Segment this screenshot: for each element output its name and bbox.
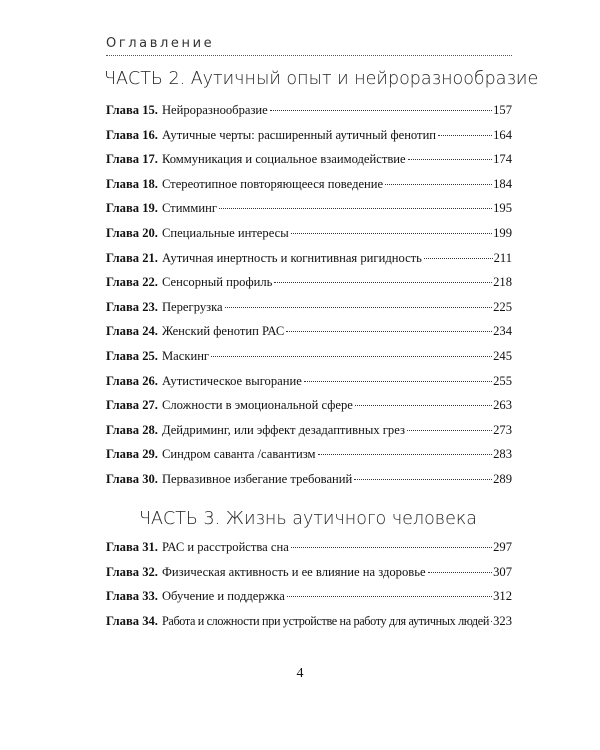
toc-entry[interactable] [106, 374, 512, 399]
dot-leader [225, 307, 492, 308]
toc-entry[interactable] [106, 251, 512, 276]
dot-leader [355, 405, 492, 406]
chapter-page-number: 263 [493, 398, 512, 413]
dot-leader [270, 110, 492, 111]
toc-entry[interactable] [106, 324, 512, 349]
chapter-page-number: 307 [493, 564, 512, 579]
dot-leader [274, 282, 492, 283]
chapter-label: Глава 24. [106, 324, 158, 339]
chapter-page-number: 174 [493, 152, 512, 167]
toc-entry[interactable] [106, 447, 512, 472]
dot-leader [408, 159, 493, 160]
toc-entry[interactable] [106, 226, 512, 251]
toc-entry[interactable] [106, 565, 512, 590]
chapter-title: Аутистическое выгорание [161, 373, 302, 388]
chapter-title: Обучение и поддержка [161, 589, 285, 603]
chapter-page-number: 312 [493, 589, 512, 603]
dot-leader [219, 208, 492, 209]
chapter-title: Аутичная инертность и когнитивная ригидность [161, 250, 422, 265]
chapter-page-number: 211 [493, 250, 512, 265]
chapter-label: Глава 29. [106, 447, 158, 462]
part-2-title: ЧАСТЬ 2. Аутичный опыт и нейроразнообразие [104, 69, 539, 89]
dot-leader [354, 479, 492, 480]
running-head: Оглавление [106, 36, 215, 51]
dot-leader [385, 184, 492, 185]
chapter-page-number: 195 [493, 201, 512, 216]
chapter-label: Глава 33. [106, 589, 158, 603]
chapter-page-number: 289 [493, 471, 512, 486]
chapter-title: РАС и расстройства сна [161, 540, 289, 554]
running-head-rule [106, 55, 512, 56]
chapter-title: Специальные интересы [161, 225, 289, 240]
chapter-label: Глава 18. [106, 176, 158, 191]
toc-entry[interactable] [106, 423, 512, 448]
dot-leader [286, 331, 492, 332]
chapter-page-number: 234 [493, 324, 512, 339]
chapter-label: Глава 20. [106, 225, 158, 240]
chapter-label: Глава 16. [106, 127, 158, 142]
chapter-page-number: 255 [493, 373, 512, 388]
chapter-label: Глава 34. [106, 613, 158, 628]
chapter-title: Маскинг [161, 348, 210, 363]
chapter-label: Глава 21. [106, 250, 158, 265]
dot-leader [407, 430, 492, 431]
chapter-title: Работа и сложности при устройстве на работу для аутичных людей [161, 613, 490, 628]
chapter-page-number: 225 [493, 299, 512, 314]
chapter-page-number: 184 [493, 176, 512, 191]
chapter-label: Глава 32. [106, 564, 158, 579]
chapter-label: Глава 31. [106, 540, 158, 554]
chapter-page-number: 283 [493, 447, 512, 462]
part-3-title: ЧАСТЬ 3. Жизнь аутичного человека [139, 509, 477, 529]
dot-leader [291, 547, 492, 548]
toc-entry[interactable] [106, 275, 512, 300]
chapter-title: Первазивное избегание требований [161, 471, 353, 486]
chapter-title: Аутичные черты: расширенный аутичный фенотип [161, 127, 437, 142]
toc-entry[interactable] [106, 472, 512, 497]
chapter-label: Глава 30. [106, 471, 158, 486]
chapter-title: Коммуникация и социальное взаимодействие [161, 152, 406, 167]
chapter-title: Перегрузка [161, 299, 223, 314]
chapter-page-number: 218 [493, 275, 512, 290]
dot-leader [318, 454, 493, 455]
toc-entry[interactable] [106, 201, 512, 226]
chapter-page-number: 164 [493, 127, 512, 142]
part-2-chapter-list [106, 103, 512, 497]
dot-leader [211, 356, 492, 357]
dot-leader [491, 621, 492, 622]
dot-leader [428, 572, 493, 573]
chapter-label: Глава 23. [106, 299, 158, 314]
toc-entry[interactable] [106, 152, 512, 177]
toc-entry[interactable] [106, 103, 512, 128]
toc-entry[interactable] [106, 128, 512, 153]
chapter-label: Глава 27. [106, 398, 158, 413]
dot-leader [287, 596, 492, 597]
chapter-page-number: 273 [493, 422, 512, 437]
dot-leader [438, 135, 492, 136]
chapter-title: Сложности в эмоциональной сфере [161, 398, 353, 413]
chapter-page-number: 245 [493, 348, 512, 363]
dot-leader [291, 233, 492, 234]
chapter-page-number: 157 [493, 103, 512, 117]
chapter-label: Глава 26. [106, 373, 158, 388]
toc-entry[interactable] [106, 177, 512, 202]
chapter-page-number: 297 [493, 540, 512, 554]
chapter-title: Стимминг [161, 201, 218, 216]
chapter-page-number: 199 [493, 225, 512, 240]
chapter-title: Физическая активность и ее влияние на здоровье [161, 564, 426, 579]
chapter-title: Сенсорный профиль [161, 275, 273, 290]
toc-entry[interactable] [106, 589, 512, 614]
toc-entry[interactable] [106, 398, 512, 423]
chapter-label: Глава 19. [106, 201, 158, 216]
chapter-label: Глава 15. [106, 103, 158, 117]
chapter-label: Глава 25. [106, 348, 158, 363]
chapter-page-number: 323 [493, 613, 512, 628]
toc-entry[interactable] [106, 349, 512, 374]
chapter-title: Стереотипное повторяющееся поведение [161, 176, 384, 191]
dot-leader [304, 381, 492, 382]
toc-entry[interactable] [106, 300, 512, 325]
part-3-chapter-list [106, 540, 512, 638]
chapter-label: Глава 17. [106, 152, 158, 167]
page-number: 4 [296, 666, 304, 681]
chapter-label: Глава 22. [106, 275, 158, 290]
chapter-title: Синдром саванта /савантизм [161, 447, 316, 462]
chapter-title: Дейдриминг, или эффект дезадаптивных грез [161, 422, 405, 437]
toc-entry[interactable] [106, 614, 512, 639]
chapter-label: Глава 28. [106, 422, 158, 437]
chapter-title: Нейроразнообразие [161, 103, 268, 117]
dot-leader [424, 258, 493, 259]
chapter-title: Женский фенотип РАС [161, 324, 285, 339]
toc-entry[interactable] [106, 540, 512, 565]
